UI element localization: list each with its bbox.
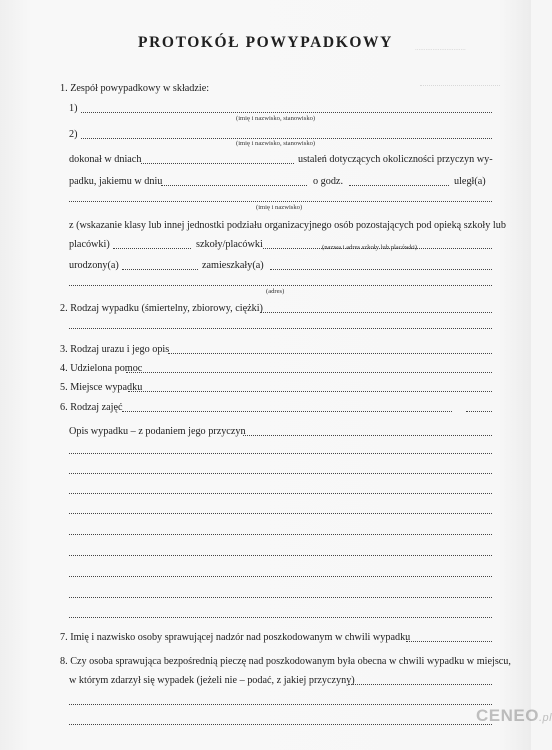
ceneo-watermark bbox=[476, 706, 552, 726]
section-7-line[interactable] bbox=[406, 641, 492, 642]
section-7-label: 7. Imię i nazwisko osoby sprawującej nadzór nad poszkodowanym w chwili wypadku bbox=[60, 632, 411, 643]
section-2-line[interactable] bbox=[260, 312, 492, 313]
hour-line[interactable] bbox=[349, 185, 449, 186]
member-2-caption: (imię i nazwisko, stanowisko) bbox=[236, 140, 316, 147]
section-6-line[interactable] bbox=[122, 411, 452, 412]
accident-day-line[interactable] bbox=[161, 185, 307, 186]
findings-text: ustaleń dotyczących okoliczności przyczyn wy- bbox=[298, 154, 493, 165]
description-label: Opis wypadku – z podaniem jego przyczyn bbox=[69, 426, 246, 437]
days-label: dokonał w dniach bbox=[69, 154, 142, 165]
class-description-text: z (wskazanie klasy lub innej jednostki podziału organizacyjnego osób pozostających pod opieką szkoły lub bbox=[69, 220, 506, 231]
address-line[interactable] bbox=[69, 285, 492, 286]
born-line[interactable] bbox=[122, 269, 198, 270]
member-2-line[interactable] bbox=[81, 138, 492, 139]
description-line-6[interactable] bbox=[69, 555, 492, 556]
suffered-label: uległ(a) bbox=[454, 176, 486, 187]
section-8-answer-line-3[interactable] bbox=[69, 724, 492, 725]
section-5-label: 5. Miejsce wypadku bbox=[60, 382, 143, 393]
description-line-3[interactable] bbox=[69, 493, 492, 494]
watermark-suffix: .pl bbox=[538, 712, 552, 724]
section-2-label: 2. Rodzaj wypadku (śmiertelny, zbiorowy, ciężki) bbox=[60, 303, 263, 314]
person-name-caption: (imię i nazwisko) bbox=[256, 204, 303, 211]
watermark-name: CENEO bbox=[476, 706, 539, 725]
section-3-label: 3. Rodzaj urazu i jego opis bbox=[60, 344, 170, 355]
facility-line[interactable] bbox=[113, 248, 191, 249]
section-3-line[interactable] bbox=[168, 353, 492, 354]
section-4-line[interactable] bbox=[126, 372, 492, 373]
facility-label: placówki) bbox=[69, 239, 110, 250]
description-line-2[interactable] bbox=[69, 473, 492, 474]
show-through-text: ............................. bbox=[415, 44, 466, 52]
resides-label: zamieszkały(a) bbox=[202, 260, 264, 271]
description-line-4[interactable] bbox=[69, 513, 492, 514]
member-1-line[interactable] bbox=[81, 112, 492, 113]
description-line-7[interactable] bbox=[69, 576, 492, 577]
section-6-line-end[interactable] bbox=[466, 411, 492, 412]
days-line[interactable] bbox=[141, 163, 294, 164]
section-8-answer-line-2[interactable] bbox=[69, 704, 492, 705]
section-8-line-1: 8. Czy osoba sprawująca bezpośrednią pieczę nad poszkodowanym była obecna w chwili wypadku w miejscu, bbox=[60, 656, 511, 667]
show-through-line bbox=[420, 85, 500, 86]
member-1-caption: (imię i nazwisko, stanowisko) bbox=[236, 115, 316, 122]
hour-label: o godz. bbox=[313, 176, 343, 187]
section-8-answer-line[interactable] bbox=[348, 684, 492, 685]
accident-day-label: padku, jakiemu w dniu bbox=[69, 176, 163, 187]
description-line-1[interactable] bbox=[69, 453, 492, 454]
school-caption: (nazwa i adres szkoły lub placówki) bbox=[322, 244, 418, 251]
section-6-label: 6. Rodzaj zajęć bbox=[60, 402, 123, 413]
address-caption: (adres) bbox=[266, 288, 285, 295]
section-2-line-2[interactable] bbox=[69, 328, 492, 329]
section-8-line-2: w którym zdarzył się wypadek (jeżeli nie – podać, z jakiej przyczyny) bbox=[69, 675, 355, 686]
section-4-label: 4. Udzielona pomoc bbox=[60, 363, 143, 374]
page-title: PROTOKÓŁ POWYPADKOWY bbox=[138, 34, 393, 51]
member-1-label: 1) bbox=[69, 103, 78, 114]
person-name-line[interactable] bbox=[69, 201, 492, 202]
school-label: szkoły/placówki bbox=[196, 239, 263, 250]
description-line-9[interactable] bbox=[69, 617, 492, 618]
description-line-0[interactable] bbox=[243, 435, 492, 436]
member-2-label: 2) bbox=[69, 129, 78, 140]
description-line-5[interactable] bbox=[69, 534, 492, 535]
born-label: urodzony(a) bbox=[69, 260, 119, 271]
resides-line[interactable] bbox=[270, 269, 492, 270]
description-line-8[interactable] bbox=[69, 597, 492, 598]
section-1-heading: 1. Zespół powypadkowy w składzie: bbox=[60, 83, 210, 94]
section-5-line[interactable] bbox=[128, 391, 492, 392]
